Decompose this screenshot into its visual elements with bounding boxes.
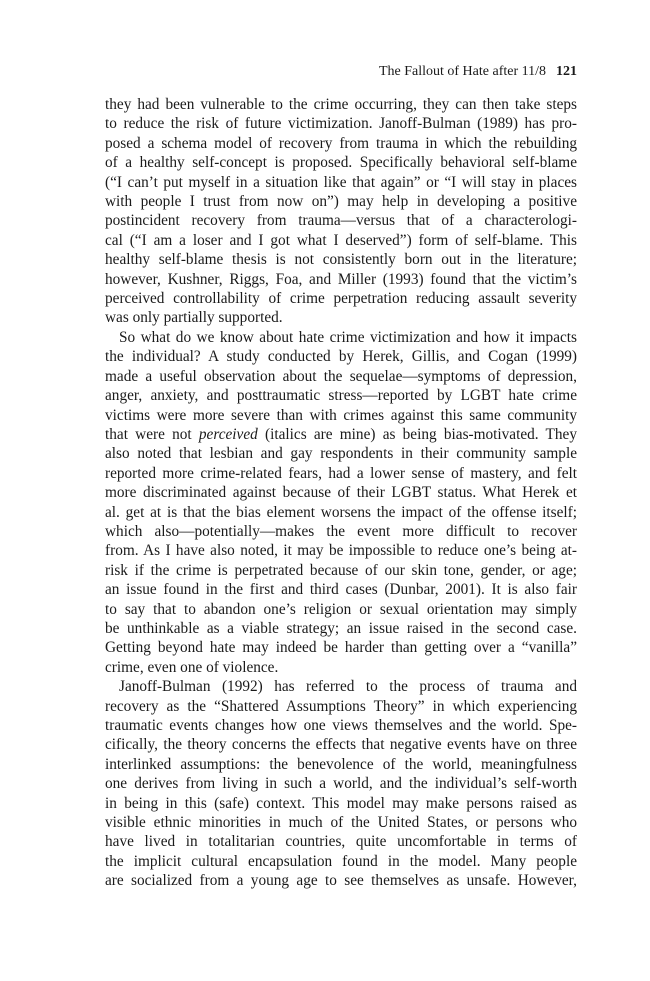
text-line: perceived controllability of crime perpetration reducing assault severity <box>105 290 577 308</box>
italic-emphasis: perceived <box>198 425 258 443</box>
text-line: are socialized from a young age to see themselves as unsafe. However, <box>105 872 577 890</box>
running-head <box>379 63 577 81</box>
text-line: in being in this (safe) context. This model may make persons raised as <box>105 794 577 812</box>
text-line: So what do we know about hate crime victimization and how it impacts <box>119 328 577 346</box>
text-line: was only partially supported. <box>105 309 283 327</box>
running-title: The Fallout of Hate after 11/8 <box>378 64 546 79</box>
text-line: anger, anxiety, and posttraumatic stress—reported by LGBT hate crime <box>105 387 577 405</box>
text-line: risk if the crime is perpetrated because of our skin tone, gender, or age; <box>105 561 577 579</box>
text-line: one derives from living in such a world, and the individual’s self-worth <box>105 775 577 793</box>
text-line: posed a schema model of recovery from trauma in which the rebuilding <box>105 134 577 152</box>
text-line: have lived in totalitarian countries, quite uncomfortable in terms of <box>105 833 577 851</box>
text-line: be unthinkable as a viable strategy; an issue raised in the second case. <box>105 619 577 637</box>
text-line: visible ethnic minorities in much of the United States, or persons who <box>105 814 577 832</box>
text-line: Getting beyond hate may indeed be harder than getting over a “vanilla” <box>105 639 577 657</box>
text-line: postincident recovery from trauma—versus that of a characterologi- <box>105 212 577 230</box>
text-line: cal (“I am a loser and I got what I deserved”) form of self-blame. This <box>105 231 577 249</box>
text-line: they had been vulnerable to the crime occurring, they can then take steps <box>105 96 577 113</box>
text-line: healthy self-blame thesis is not consistently born out in the literature; <box>105 251 577 269</box>
text-line: more discriminated against because of their LGBT status. What Herek et <box>105 484 577 502</box>
text-line: reported more crime-related fears, had a lower sense of mastery, and felt <box>105 464 577 482</box>
text-line: also noted that lesbian and gay respondents in their community sample <box>105 445 577 463</box>
text-line: the individual? A study conducted by Herek, Gillis, and Cogan (1999) <box>105 348 577 366</box>
text-run: that were not <box>105 425 199 443</box>
text-line: an issue found in the first and third cases (Dunbar, 2001). It is also fair <box>105 581 577 599</box>
text-line: to reduce the risk of future victimization. Janoff-Bulman (1989) has pro- <box>105 115 577 133</box>
text-line: traumatic events changes how one views themselves and the world. Spe- <box>105 717 577 734</box>
text-line: from. As I have also noted, it may be impossible to reduce one’s being at- <box>105 542 577 560</box>
text-line: cifically, the theory concerns the effects that negative events have on three <box>105 736 577 754</box>
text-line: however, Kushner, Riggs, Foa, and Miller (1993) found that the victim’s <box>105 270 577 288</box>
text-line: recovery as the “Shattered Assumptions Theory” in which experiencing <box>105 697 577 715</box>
text-line: which also—potentially—makes the event more difficult to recover <box>105 522 577 540</box>
text-line: crime, even one of violence. <box>105 658 279 676</box>
text-line: interlinked assumptions: the benevolence of the world, meaningfulness <box>105 755 577 773</box>
text-line: (“I can’t put myself in a situation like that again” or “I will stay in places <box>105 173 577 191</box>
text-line: to say that to abandon one’s religion or sexual orientation may simply <box>105 600 577 618</box>
text-line: with people I trust from now on”) may help in developing a positive <box>105 193 577 211</box>
text-line: the implicit cultural encapsulation found in the model. Many people <box>105 852 577 870</box>
text-line: victims were more severe than with crimes against this same community <box>105 406 577 424</box>
text-line: of a healthy self-concept is proposed. Specifically behavioral self-blame <box>105 154 577 172</box>
text-line <box>105 425 577 444</box>
text-line: made a useful observation about the sequelae—symptoms of depression, <box>105 367 577 385</box>
text-line: al. get at is that the bias element worsens the impact of the offense itself; <box>105 503 577 521</box>
body-text <box>105 95 577 891</box>
page-number: 121 <box>556 64 577 79</box>
text-line: Janoff-Bulman (1992) has referred to the process of trauma and <box>119 678 577 696</box>
text-run: (italics are mine) as being bias-motivated. They <box>257 425 577 443</box>
